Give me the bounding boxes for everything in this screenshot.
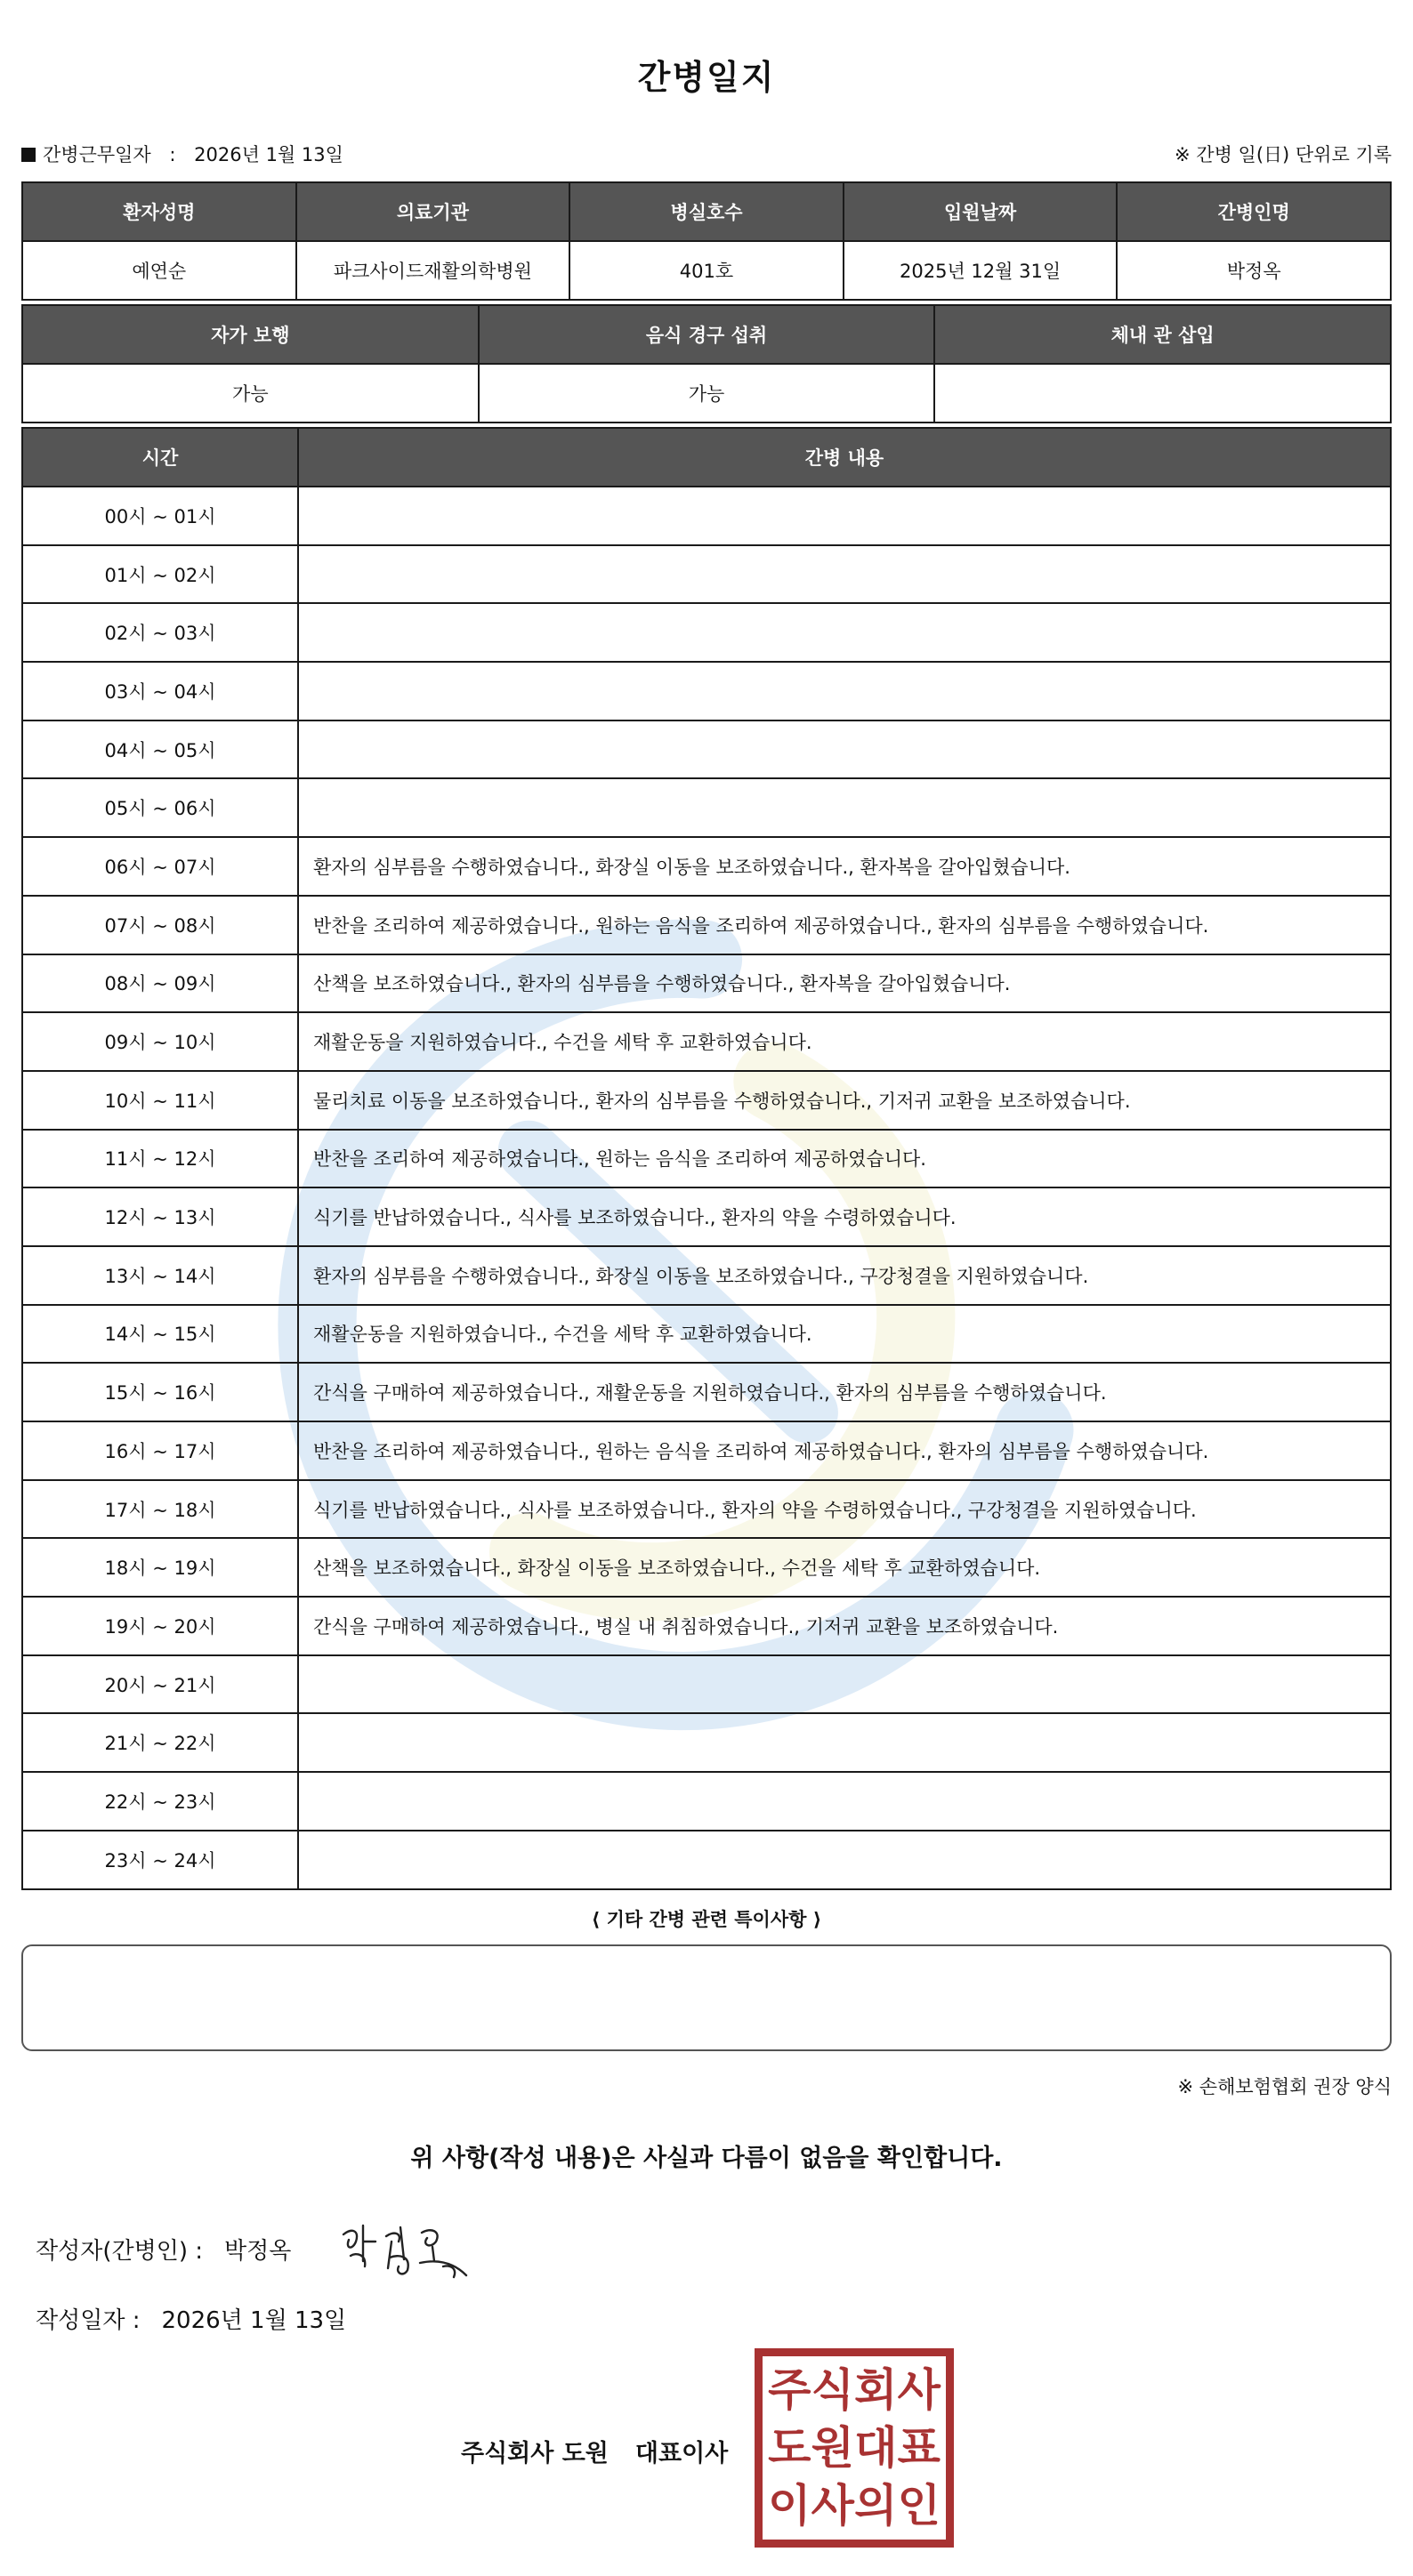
- care-content-cell: 산책을 보조하였습니다., 화장실 이동을 보조하였습니다., 수건을 세탁 후 교환하였습니다.: [298, 1538, 1391, 1597]
- table-row: [22, 1305, 1391, 1364]
- care-content-cell: 반찬을 조리하여 제공하였습니다., 원하는 음식을 조리하여 제공하였습니다.: [298, 1130, 1391, 1188]
- table-row: [22, 1480, 1391, 1539]
- company-name: 주식회사 도원: [461, 2440, 609, 2467]
- care-content-cell: 재활운동을 지원하였습니다., 수건을 세탁 후 교환하였습니다.: [298, 1305, 1391, 1364]
- care-content-cell: [298, 1713, 1391, 1772]
- care-content-cell: 반찬을 조리하여 제공하였습니다., 원하는 음식을 조리하여 제공하였습니다., 환자의 심부름을 수행하였습니다.: [298, 1421, 1391, 1480]
- table-row: [22, 603, 1391, 662]
- special-notes-box: [21, 1944, 1392, 2051]
- time-cell: 00시 ~ 01시: [22, 487, 298, 545]
- patient-info-table: [21, 181, 1392, 301]
- table-row: [22, 1713, 1391, 1772]
- header-admission-date: 입원날짜: [844, 182, 1118, 241]
- header-time: 시간: [22, 428, 298, 487]
- admission-date: 2025년 12월 31일: [844, 241, 1118, 300]
- care-content-cell: 산책을 보조하였습니다., 환자의 심부름을 수행하였습니다., 환자복을 갈아입혔습니다.: [298, 954, 1391, 1013]
- care-content-cell: 간식을 구매하여 제공하였습니다., 재활운동을 지원하였습니다., 환자의 심부름을 수행하였습니다.: [298, 1363, 1391, 1421]
- association-note: ※ 손해보험협회 권장 양식: [1177, 2076, 1392, 2097]
- table-row: [22, 720, 1391, 779]
- care-content-cell: [298, 778, 1391, 837]
- table-row: [22, 1772, 1391, 1831]
- header-care-content: 간병 내용: [298, 428, 1391, 487]
- time-cell: 06시 ~ 07시: [22, 837, 298, 896]
- seal-character: 식: [811, 2364, 854, 2417]
- header-self-walking: 자가 보행: [22, 305, 479, 364]
- header-hospital: 의료기관: [296, 182, 570, 241]
- time-cell: 17시 ~ 18시: [22, 1480, 298, 1539]
- written-date-line: [36, 2302, 346, 2335]
- seal-character: 도: [768, 2421, 811, 2474]
- time-cell: 18시 ~ 19시: [22, 1538, 298, 1597]
- work-date-value: 2026년 1월 13일: [194, 144, 343, 165]
- care-content-cell: [298, 603, 1391, 662]
- writer-label: 작성자(간병인) :: [36, 2238, 204, 2265]
- seal-characters: [768, 2362, 941, 2534]
- seal-character: 의: [854, 2479, 898, 2532]
- table-row: [22, 487, 1391, 545]
- time-cell: 07시 ~ 08시: [22, 896, 298, 954]
- hospital-name: 파크사이드재활의학병원: [296, 241, 570, 300]
- record-note: ※ 간병 일(日) 단위로 기록: [1175, 144, 1392, 165]
- table-row: [22, 1363, 1391, 1421]
- time-cell: 04시 ~ 05시: [22, 720, 298, 779]
- patient-name: 예연순: [22, 241, 296, 300]
- time-cell: 05시 ~ 06시: [22, 778, 298, 837]
- seal-character: 사: [897, 2364, 941, 2417]
- table-row: [22, 1421, 1391, 1480]
- time-cell: 14시 ~ 15시: [22, 1305, 298, 1364]
- writer-name: 박정옥: [224, 2238, 292, 2265]
- tube-insertion-value: [934, 364, 1391, 423]
- care-content-cell: 재활운동을 지원하였습니다., 수건을 세탁 후 교환하였습니다.: [298, 1012, 1391, 1071]
- time-cell: 23시 ~ 24시: [22, 1831, 298, 1889]
- time-cell: 03시 ~ 04시: [22, 662, 298, 720]
- page-title: 간병일지: [637, 58, 776, 97]
- table-row: [22, 1246, 1391, 1305]
- written-date-value: 2026년 1월 13일: [161, 2307, 347, 2334]
- self-walking-value: 가능: [22, 364, 479, 423]
- writer-line: [36, 2233, 291, 2266]
- confirmation-statement: 위 사항(작성 내용)은 사실과 다름이 없음을 확인합니다.: [410, 2145, 1003, 2172]
- table-row: [22, 778, 1391, 837]
- time-cell: 19시 ~ 20시: [22, 1597, 298, 1655]
- table-row: [22, 1187, 1391, 1246]
- header-patient-name: 환자성명: [22, 182, 296, 241]
- time-cell: 08시 ~ 09시: [22, 954, 298, 1013]
- table-row: [22, 837, 1391, 896]
- special-notes-title: ⟨ 기타 간병 관련 특이사항 ⟩: [591, 1909, 822, 1930]
- seal-character: 주: [768, 2364, 811, 2417]
- time-cell: 21시 ~ 22시: [22, 1713, 298, 1772]
- seal-character: 사: [811, 2479, 854, 2532]
- table-row: [22, 545, 1391, 604]
- company-seal: [755, 2348, 954, 2548]
- table-row: [22, 896, 1391, 954]
- table-row: [22, 1012, 1391, 1071]
- table-row: [22, 1655, 1391, 1714]
- care-content-cell: 식기를 반납하였습니다., 식사를 보조하였습니다., 환자의 약을 수령하였습니다., 구강청결을 지원하였습니다.: [298, 1480, 1391, 1539]
- time-cell: 09시 ~ 10시: [22, 1012, 298, 1071]
- caregiver-name: 박정옥: [1117, 241, 1391, 300]
- oral-intake-value: 가능: [479, 364, 935, 423]
- care-content-cell: [298, 720, 1391, 779]
- time-cell: 10시 ~ 11시: [22, 1071, 298, 1130]
- table-row: [22, 662, 1391, 720]
- work-date-sep: :: [169, 144, 176, 165]
- header-oral-intake: 음식 경구 섭취: [479, 305, 935, 364]
- room-number: 401호: [569, 241, 844, 300]
- seal-character: 인: [897, 2479, 941, 2532]
- care-content-cell: 환자의 심부름을 수행하였습니다., 화장실 이동을 보조하였습니다., 환자복을 갈아입혔습니다.: [298, 837, 1391, 896]
- time-cell: 02시 ~ 03시: [22, 603, 298, 662]
- ceo-title: 대표이사: [634, 2440, 729, 2467]
- care-content-cell: 환자의 심부름을 수행하였습니다., 화장실 이동을 보조하였습니다., 구강청결을 지원하였습니다.: [298, 1246, 1391, 1305]
- table-row: [22, 1538, 1391, 1597]
- time-cell: 20시 ~ 21시: [22, 1655, 298, 1714]
- care-content-cell: [298, 662, 1391, 720]
- work-date-row: [21, 141, 1392, 167]
- header-caregiver: 간병인명: [1117, 182, 1391, 241]
- table-row: [22, 1831, 1391, 1889]
- care-log-table: [21, 427, 1392, 1890]
- handwritten-signature: [336, 2215, 479, 2286]
- care-content-cell: 간식을 구매하여 제공하였습니다., 병실 내 취침하였습니다., 기저귀 교환을 보조하였습니다.: [298, 1597, 1391, 1655]
- care-content-cell: [298, 1655, 1391, 1714]
- care-content-cell: [298, 545, 1391, 604]
- care-content-cell: 물리치료 이동을 보조하였습니다., 환자의 심부름을 수행하였습니다., 기저귀 교환을 보조하였습니다.: [298, 1071, 1391, 1130]
- care-content-cell: 반찬을 조리하여 제공하였습니다., 원하는 음식을 조리하여 제공하였습니다., 환자의 심부름을 수행하였습니다.: [298, 896, 1391, 954]
- ability-info-table: [21, 304, 1392, 423]
- time-cell: 01시 ~ 02시: [22, 545, 298, 604]
- time-cell: 12시 ~ 13시: [22, 1187, 298, 1246]
- time-cell: 22시 ~ 23시: [22, 1772, 298, 1831]
- seal-character: 대: [854, 2421, 898, 2474]
- seal-character: 이: [768, 2479, 811, 2532]
- work-date-label: 간병근무일자: [43, 144, 151, 165]
- seal-character: 원: [811, 2421, 854, 2474]
- written-date-label: 작성일자 :: [36, 2307, 141, 2334]
- care-content-cell: [298, 1772, 1391, 1831]
- table-row: [22, 1597, 1391, 1655]
- time-cell: 16시 ~ 17시: [22, 1421, 298, 1480]
- time-cell: 13시 ~ 14시: [22, 1246, 298, 1305]
- time-cell: 11시 ~ 12시: [22, 1130, 298, 1188]
- table-row: [22, 1071, 1391, 1130]
- company-line: [461, 2434, 728, 2468]
- header-tube-insertion: 체내 관 삽입: [934, 305, 1391, 364]
- care-content-cell: 식기를 반납하였습니다., 식사를 보조하였습니다., 환자의 약을 수령하였습니다.: [298, 1187, 1391, 1246]
- time-cell: 15시 ~ 16시: [22, 1363, 298, 1421]
- care-content-cell: [298, 1831, 1391, 1889]
- seal-character: 표: [897, 2421, 941, 2474]
- care-content-cell: [298, 487, 1391, 545]
- table-row: [22, 954, 1391, 1013]
- seal-character: 회: [854, 2364, 898, 2417]
- header-room: 병실호수: [569, 182, 844, 241]
- table-row: [22, 1130, 1391, 1188]
- square-bullet-icon: [21, 148, 36, 162]
